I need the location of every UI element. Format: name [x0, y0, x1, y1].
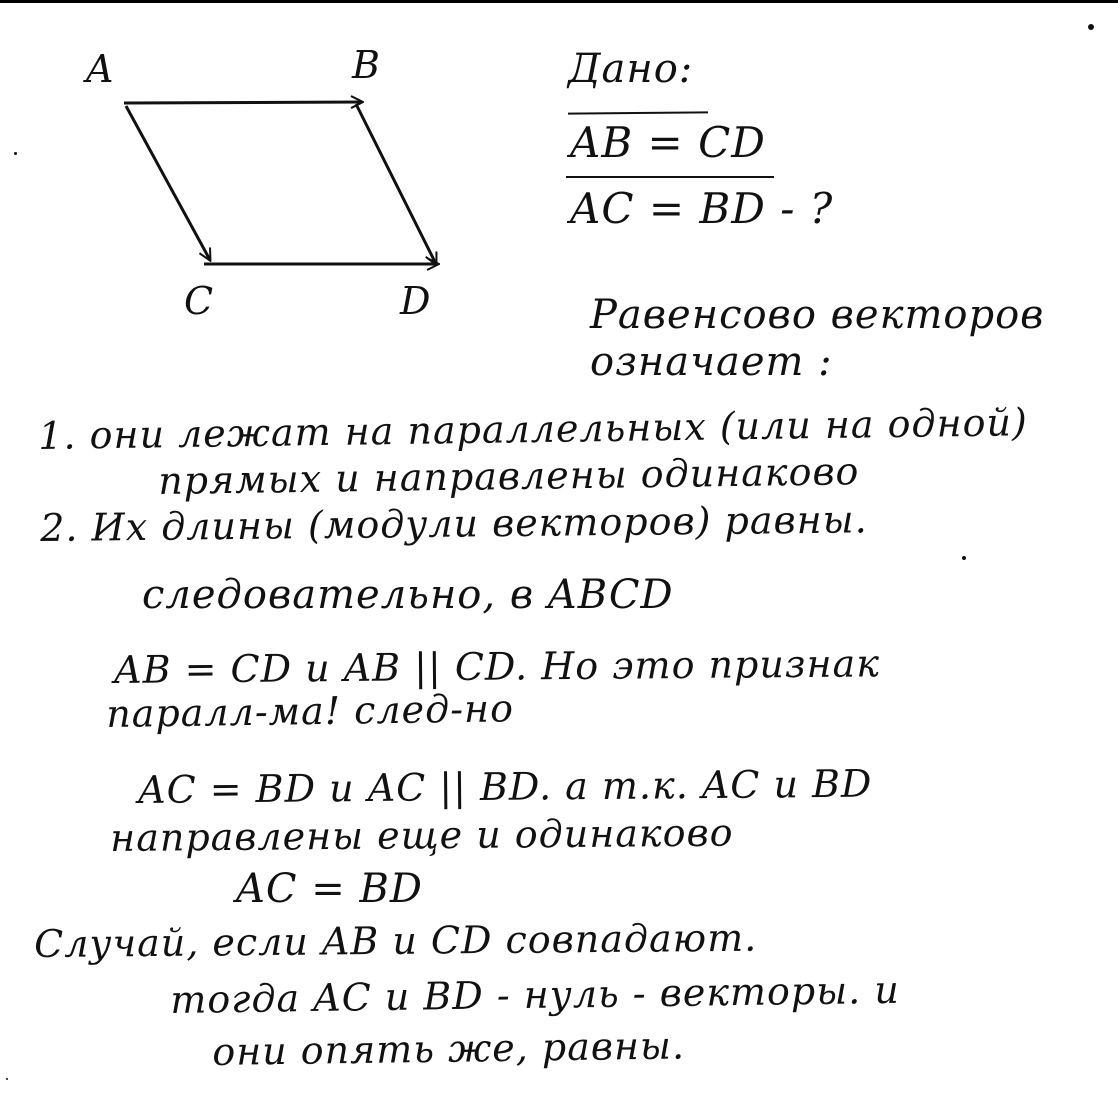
scan-speck — [14, 152, 17, 155]
vertex-c-label: C — [184, 279, 214, 323]
vector-equality-heading: Равенсово векторов означает : — [590, 292, 1045, 386]
condition-item-1-continued: прямых и направлены одинаково — [157, 449, 860, 503]
same-direction-line: направлены еще и одинаково — [109, 810, 734, 860]
parallelogram-conclusion-line: паралл-ма! след-но — [105, 686, 515, 736]
ab-equals-cd-line: AB = CD и AB || CD. Но это признак — [113, 641, 881, 692]
vertex-d-label: D — [400, 279, 431, 323]
given-condition: AB = CD — [570, 118, 766, 167]
consequently-line: следовательно, в ABCD — [142, 572, 674, 618]
vertex-b-label: B — [352, 43, 380, 87]
special-case-line-1: Случай, если AB и CD совпадают. — [33, 915, 758, 966]
given-separator-line — [566, 176, 774, 178]
vector-conclusion: AC = BD — [236, 866, 423, 912]
vector-ab-arrow — [124, 102, 362, 103]
given-title-underline — [568, 111, 708, 114]
vector-ac-arrow — [126, 106, 210, 260]
given-title: Дано: — [568, 46, 694, 92]
special-case-line-2: тогда AC и BD - нуль - векторы. и — [169, 967, 901, 1022]
scan-speck — [6, 1078, 8, 1080]
vertex-a-label: A — [86, 47, 114, 91]
scan-speck — [962, 556, 966, 560]
parallelogram-figure — [70, 40, 490, 340]
scan-speck — [1088, 24, 1094, 30]
special-case-line-3: они опять же, равны. — [211, 1023, 686, 1074]
condition-item-2: 2. Их длины (модули векторов) равны. — [39, 497, 868, 550]
condition-item-1: 1. они лежат на параллельных (или на одной) — [37, 400, 1029, 458]
given-question: AC = BD - ? — [570, 184, 834, 233]
top-border-line — [0, 0, 1118, 3]
vector-bd-arrow — [356, 104, 436, 264]
ac-equals-bd-line: AC = BD и AC || BD. а т.к. AC и BD — [137, 761, 873, 812]
